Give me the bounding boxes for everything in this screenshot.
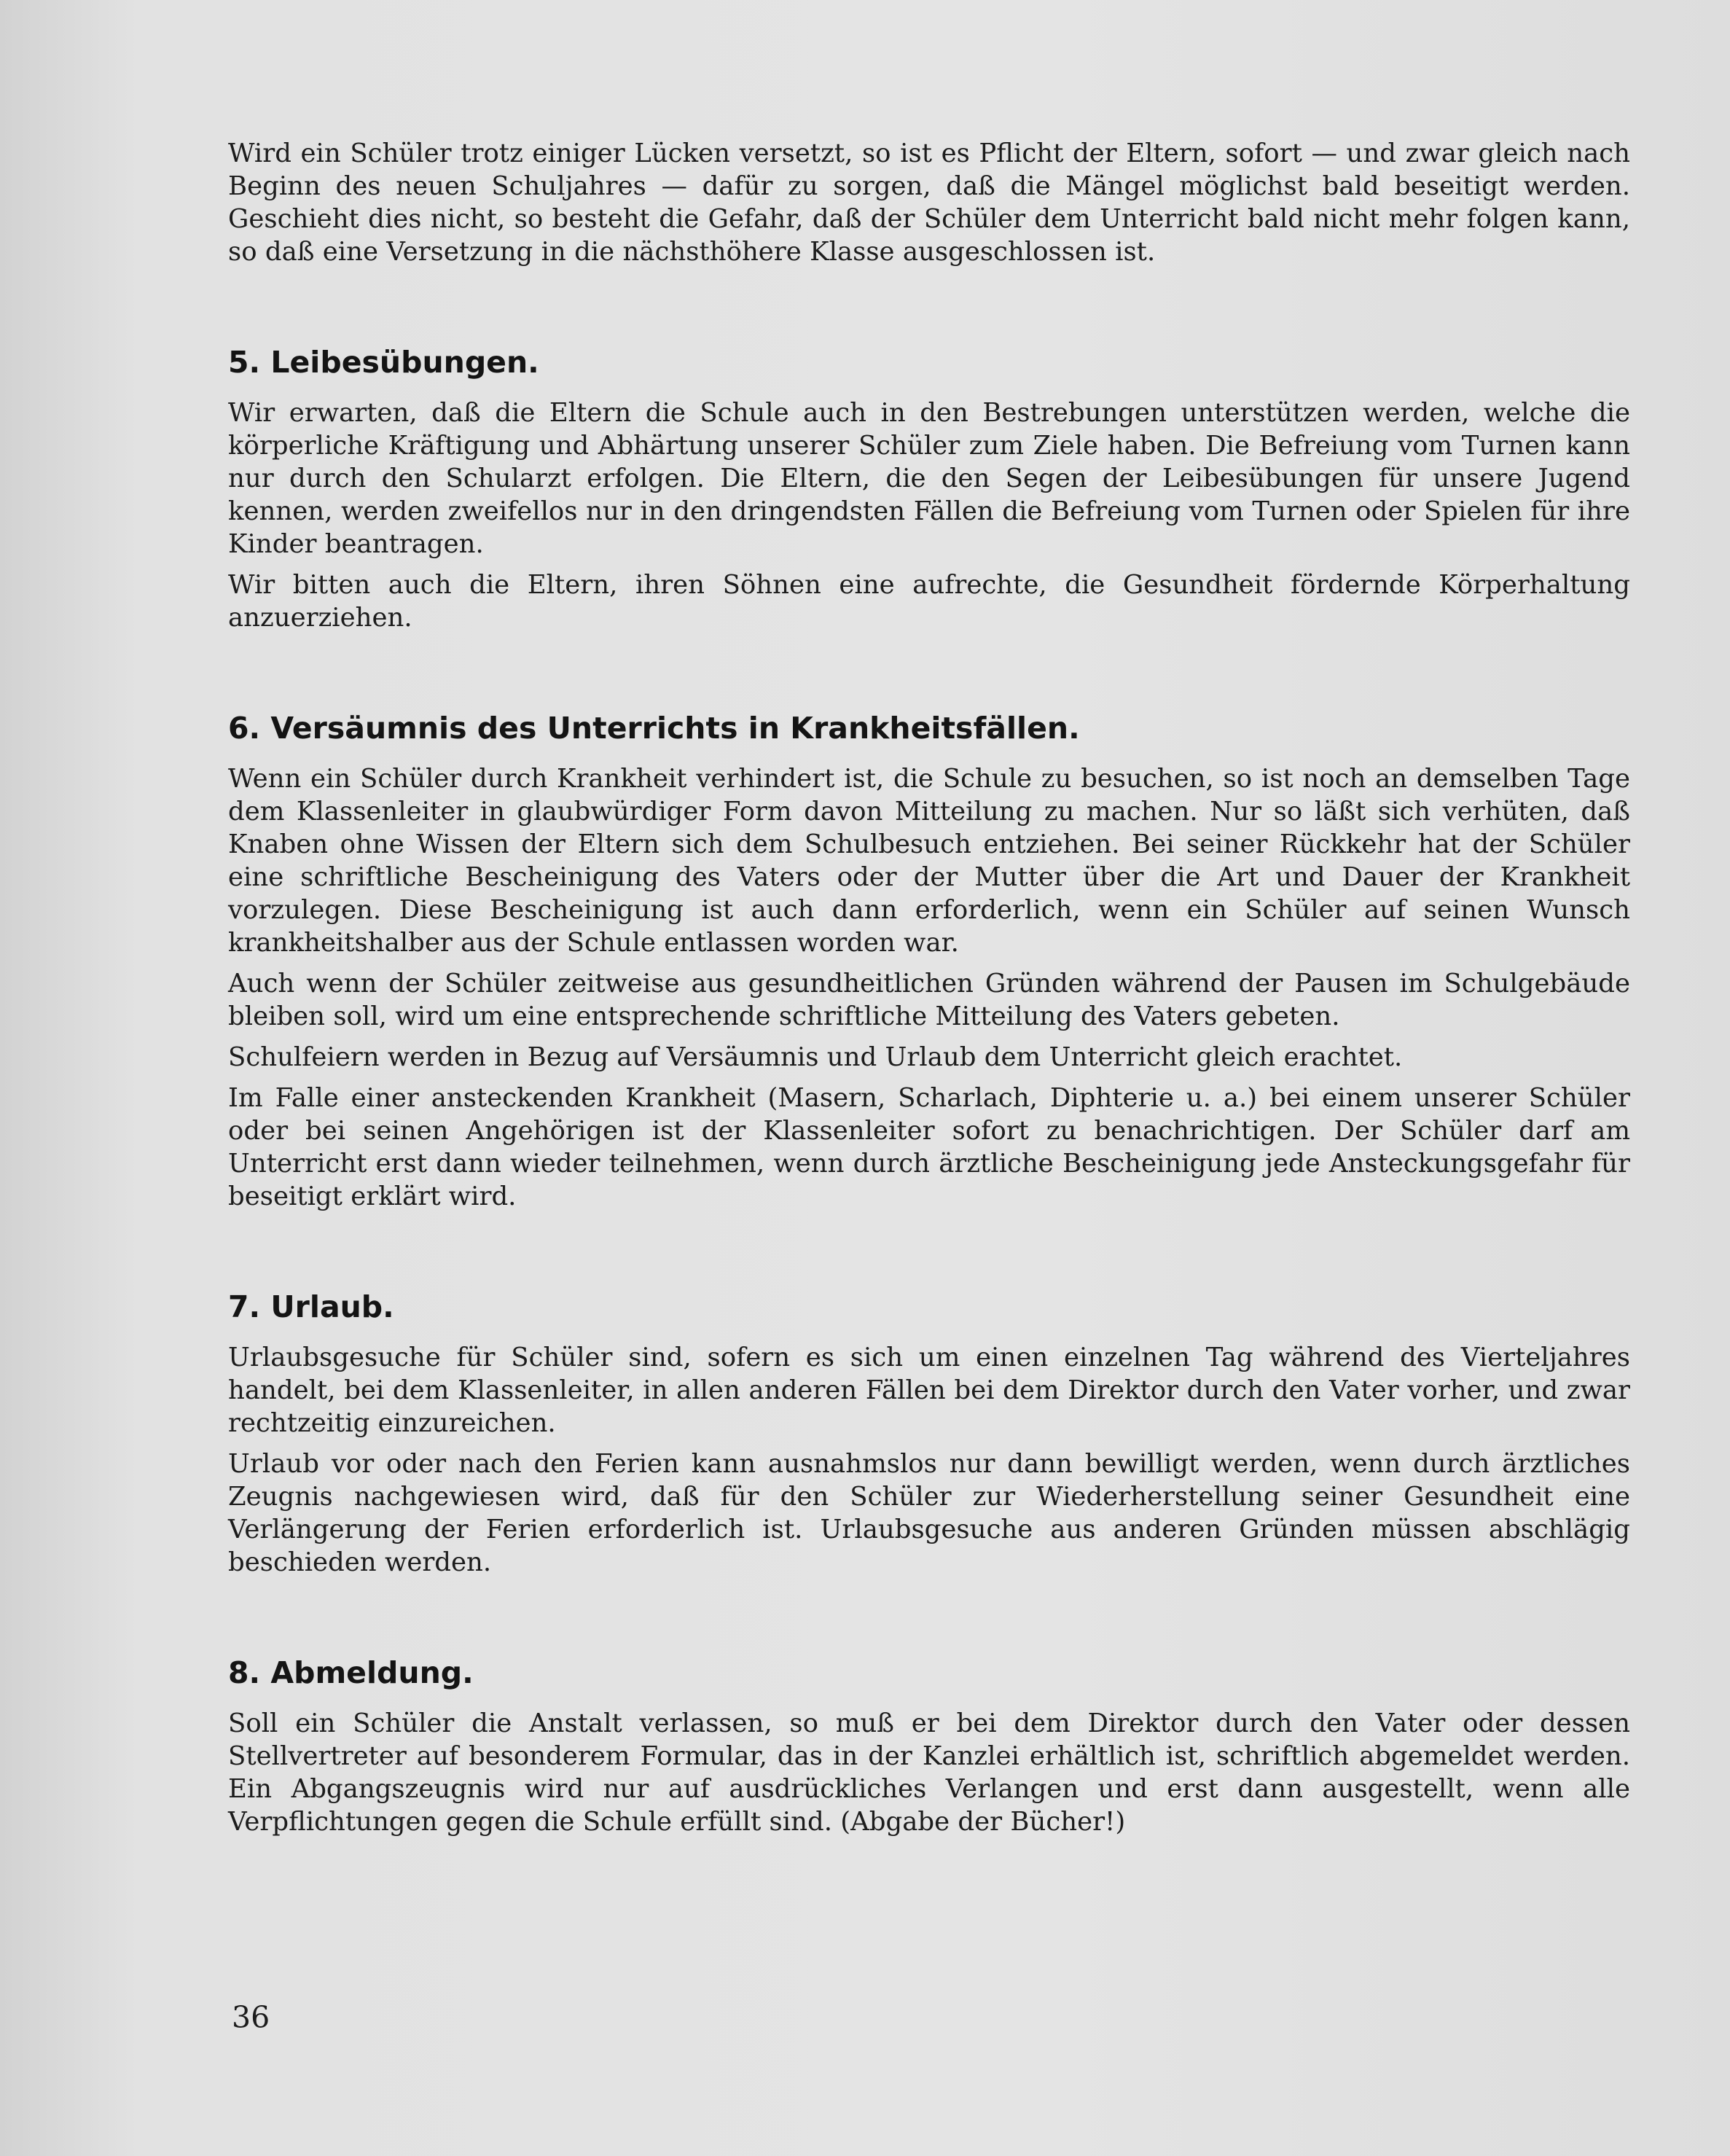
urlaub-paragraph-2: Urlaub vor oder nach den Ferien kann ausnahmslos nur dann bewilligt werden, wenn durch ärztliches Zeugnis nachgewiesen wird, daß für den Schüler zur Wiederherstellung seiner Gesundheit eine Verlängerung der Ferien erforderlich ist. Urlaubsgesuche aus anderen Gründen müssen abschlägig beschieden werden. (228, 1449, 1630, 1577)
leibesuebungen-paragraph-2: Wir bitten auch die Eltern, ihren Söhnen eine aufrechte, die Gesundheit fördernde Körperhaltung anzuerziehen. (228, 570, 1630, 633)
versaeumnis-paragraph-4: Im Falle einer ansteckenden Krankheit (Masern, Scharlach, Diphterie u. a.) bei einem unserer Schüler oder bei seinen Angehörigen ist der Klassenleiter sofort zu benachrichtigen. Der Schüler darf am Unterricht erst dann wieder teilnehmen, wenn durch ärztliche Bescheinigung jede Ansteckungsgefahr für beseitigt erklärt wird. (228, 1083, 1630, 1211)
intro-paragraph: Wird ein Schüler trotz einiger Lücken versetzt, so ist es Pflicht der Eltern, sofort — und zwar gleich nach Beginn des neuen Schuljahres — dafür zu sorgen, daß die Mängel möglichst bald beseitigt werden. Geschieht dies nicht, so besteht die Gefahr, daß der Schüler dem Unterricht bald nicht mehr folgen kann, so daß eine Versetzung in die nächsthöhere Klasse ausgeschlossen ist. (228, 138, 1630, 267)
page-number: 36 (232, 2000, 270, 2035)
abmeldung-paragraph-1: Soll ein Schüler die Anstalt verlassen, so muß er bei dem Direktor durch den Vater oder dessen Stellvertreter auf besonderem Formular, das in der Kanzlei erhältlich ist, schriftlich abgemeldet werden. Ein Abgangszeugnis wird nur auf ausdrückliches Verlangen und erst dann ausgestellt, wenn alle Verpflichtungen gegen die Schule erfüllt sind. (Abgabe der Bücher!) (228, 1708, 1630, 1837)
versaeumnis-paragraph-2: Auch wenn der Schüler zeitweise aus gesundheitlichen Gründen während der Pausen im Schulgebäude bleiben soll, wird um eine entsprechende schriftliche Mitteilung des Vaters gebeten. (228, 969, 1630, 1031)
urlaub-paragraph-1: Urlaubsgesuche für Schüler sind, sofern es sich um einen einzelnen Tag während des Vierteljahres handelt, bei dem Klassenleiter, in allen anderen Fällen bei dem Direktor durch den Vater vorher, und zwar rechtzeitig einzureichen. (228, 1343, 1630, 1438)
versaeumnis-paragraph-1: Wenn ein Schüler durch Krankheit verhindert ist, die Schule zu besuchen, so ist noch an demselben Tage dem Klassenleiter in glaubwürdiger Form davon Mitteilung zu machen. Nur so läßt sich verhüten, daß Knaben ohne Wissen der Eltern sich dem Schulbesuch entziehen. Bei seiner Rückkehr hat der Schüler eine schriftliche Bescheinigung des Vaters oder der Mutter über die Art und Dauer der Krankheit vorzulegen. Diese Bescheinigung ist auch dann erforderlich, wenn ein Schüler auf seinen Wunsch krankheitshalber aus der Schule entlassen worden war. (228, 764, 1630, 958)
section-heading-abmeldung: 8. Abmeldung. (228, 1655, 474, 1690)
leibesuebungen-paragraph-1: Wir erwarten, daß die Eltern die Schule auch in den Bestrebungen unterstützen werden, welche die körperliche Kräftigung und Abhärtung unserer Schüler zum Ziele haben. Die Befreiung vom Turnen kann nur durch den Schularzt erfolgen. Die Eltern, die den Segen der Leibesübungen für unsere Jugend kennen, werden zweifellos nur in den dringendsten Fällen die Befreiung vom Turnen oder Spielen für ihre Kinder beantragen. (228, 398, 1630, 559)
page-body (228, 137, 1630, 1846)
section-heading-urlaub: 7. Urlaub. (228, 1289, 394, 1324)
section-heading-versaeumnis: 6. Versäumnis des Unterrichts in Krankheitsfällen. (228, 711, 1080, 746)
section-heading-leibesuebungen: 5. Leibesübungen. (228, 345, 539, 380)
versaeumnis-paragraph-3: Schulfeiern werden in Bezug auf Versäumnis und Urlaub dem Unterricht gleich erachtet. (228, 1042, 1403, 1072)
